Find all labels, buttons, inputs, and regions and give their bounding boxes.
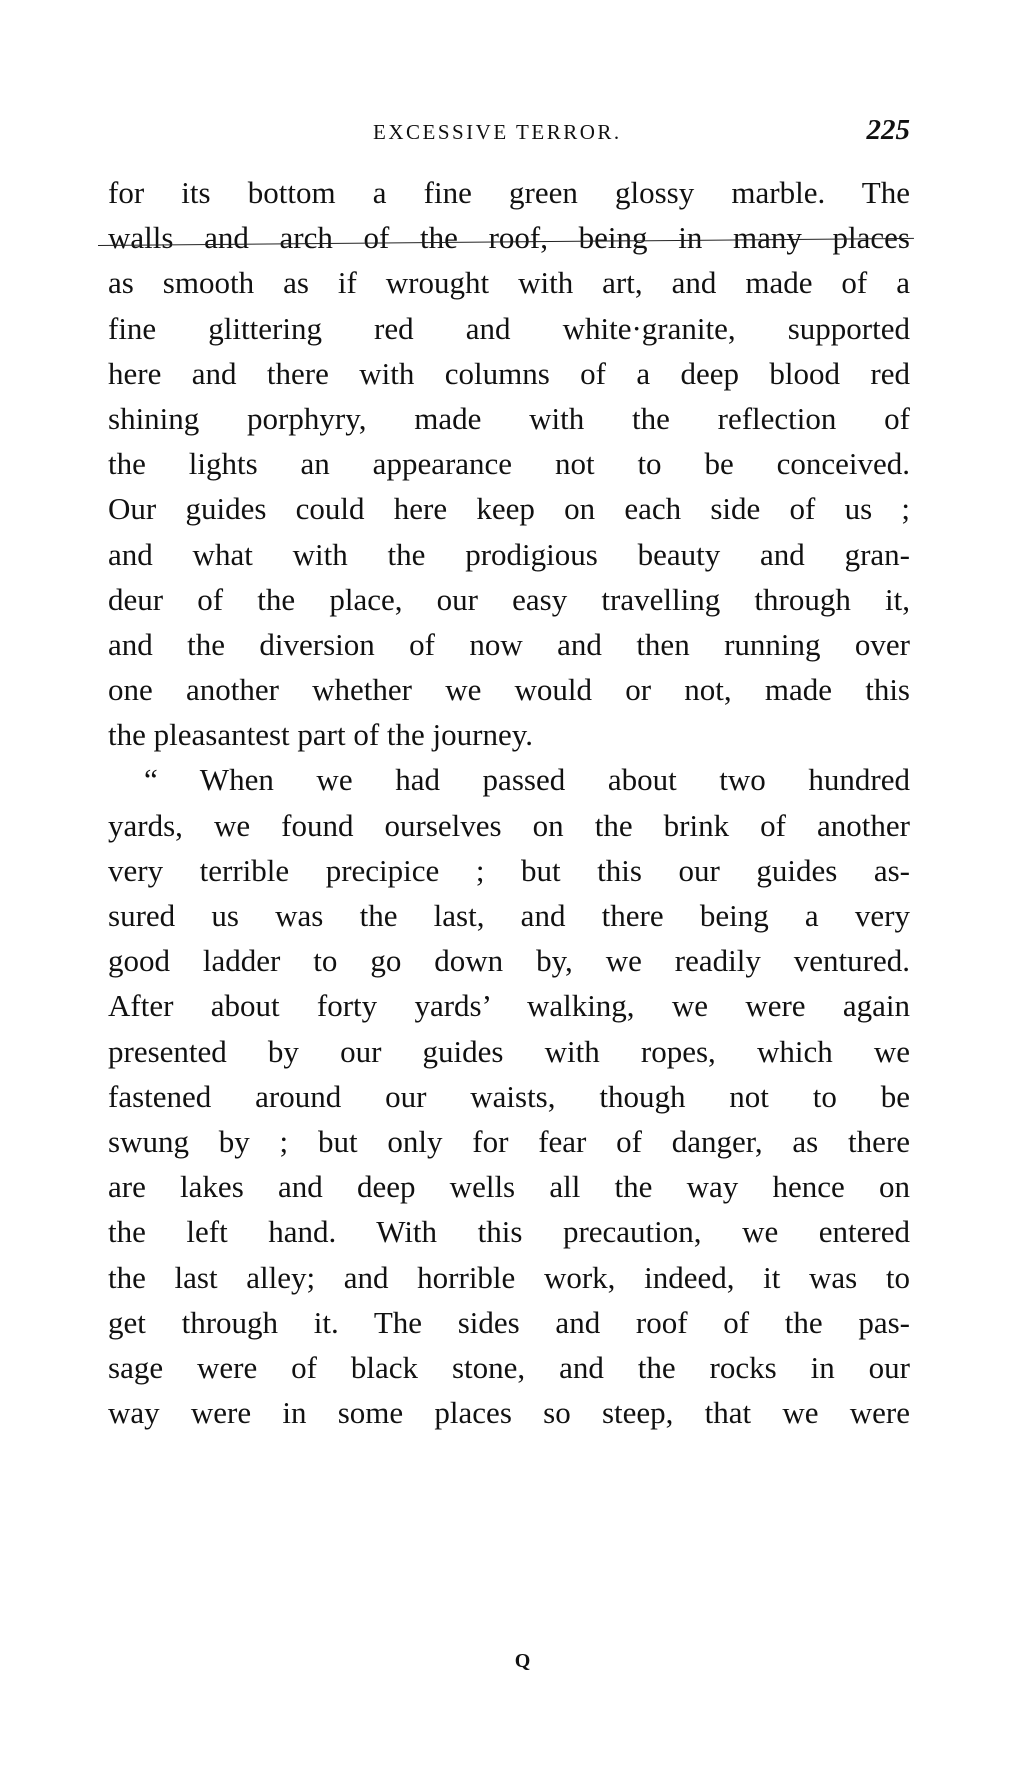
- signature-mark: Q: [514, 1650, 531, 1672]
- text-line: sage were of black stone, and the rocks in our: [108, 1349, 910, 1385]
- text-line-ruled: walls and arch of the roof, being in many places: [108, 215, 910, 260]
- text-line: presented by our guides with ropes, which we: [108, 1033, 910, 1069]
- text-line: fastened around our waists, though not to be: [108, 1078, 910, 1114]
- text-line: get through it. The sides and roof of the pas-: [108, 1304, 910, 1340]
- text-line: yards, we found ourselves on the brink of another: [108, 807, 910, 843]
- text-line: Our guides could here keep on each side of us ;: [108, 491, 910, 527]
- text-line: the lights an appearance not to be conceived.: [108, 446, 910, 482]
- text-line: way were in some places so steep, that we were: [108, 1395, 910, 1431]
- text-line: are lakes and deep wells all the way hence on: [108, 1169, 910, 1205]
- text-line: swung by ; but only for fear of danger, as there: [108, 1123, 910, 1159]
- text-line: for its bottom a fine green glossy marble. The: [108, 175, 910, 210]
- text-line: the last alley; and horrible work, indeed, it was to: [108, 1259, 910, 1295]
- text-line: the left hand. With this precaution, we entered: [108, 1214, 910, 1250]
- text-line: and what with the prodigious beauty and gran-: [108, 536, 910, 572]
- text-line: After about forty yards’ walking, we were again: [108, 988, 910, 1024]
- text-line: here and there with columns of a deep blood red: [108, 355, 910, 391]
- text-line: one another whether we would or not, made this: [108, 672, 910, 708]
- running-title: EXCESSIVE TERROR.: [373, 120, 622, 144]
- text-line: shining porphyry, made with the reflection of: [108, 400, 910, 436]
- text-line: and the diversion of now and then running over: [108, 626, 910, 662]
- page-number: 225: [866, 114, 910, 146]
- text-line: very terrible precipice ; but this our guides as-: [108, 852, 910, 888]
- text-line: as smooth as if wrought with art, and made of a: [108, 265, 910, 301]
- text-line: good ladder to go down by, we readily ventured.: [108, 943, 910, 979]
- running-head: [108, 114, 910, 152]
- text-line: fine glittering red and white·granite, supported: [108, 310, 910, 346]
- text-line: sured us was the last, and there being a very: [108, 898, 910, 933]
- paragraph-start-line: “ When we had passed about two hundred: [144, 762, 910, 798]
- paragraph-end-line: the pleasantest part of the journey.: [108, 717, 533, 753]
- body-text: [108, 170, 910, 1435]
- text-line: deur of the place, our easy travelling through it,: [108, 581, 910, 617]
